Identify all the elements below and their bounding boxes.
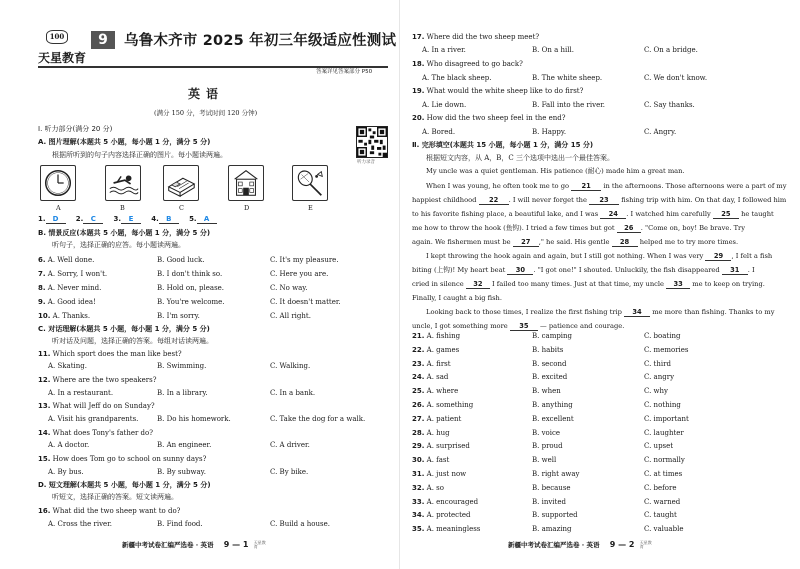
option-b[interactable]: B. The white sheep.	[532, 74, 603, 82]
option-b[interactable]: B. invited	[532, 497, 566, 506]
swimmer-icon	[106, 166, 140, 200]
passage-line	[412, 281, 765, 289]
option-a[interactable]: A. just now	[426, 470, 467, 478]
footer-right	[508, 541, 654, 549]
paper-number: 9	[91, 31, 115, 49]
option-a[interactable]: A. fast	[426, 456, 450, 465]
option-row	[412, 388, 458, 395]
answer-blank[interactable]: D	[46, 216, 66, 224]
question-number: 14.	[38, 429, 51, 437]
option-c[interactable]: C. Say thanks.	[644, 101, 695, 109]
question-number: 32.	[412, 483, 425, 492]
option-a[interactable]: A. surprised	[426, 442, 470, 451]
section-listening-title: Ⅰ. 听力部分(满分 20 分)	[38, 125, 113, 133]
passage-line	[426, 253, 772, 261]
footer-page-number: 9 — 2	[609, 540, 635, 549]
qr-pattern-icon	[357, 127, 387, 157]
qr-label: 听力录音	[357, 160, 375, 165]
passage-line	[412, 267, 755, 275]
option-b[interactable]: B. I don't think so.	[157, 270, 223, 278]
picture-c-bed	[163, 165, 199, 201]
header-rule	[38, 66, 388, 68]
passage-line: My uncle was a quiet gentleman. His patience (耐心) made him a great man.	[426, 167, 685, 175]
option-a[interactable]: A. sad	[426, 373, 449, 382]
blank-28[interactable]: 28	[612, 239, 638, 247]
option-b[interactable]: B. supported	[532, 511, 578, 520]
passage-text: . I watched him carefully	[626, 210, 711, 218]
footer-logo: 天星教育	[639, 540, 652, 549]
qr-code[interactable]	[356, 126, 388, 158]
option-c[interactable]: C. Here you are.	[270, 270, 329, 278]
passage-line	[412, 239, 738, 247]
option-b[interactable]: B. when	[532, 387, 561, 396]
question-text: What would the white sheep like to do first?	[426, 87, 584, 95]
question-13-stem	[38, 403, 155, 410]
option-c[interactable]: C. at times	[644, 470, 683, 478]
blank-24[interactable]: 24	[600, 211, 626, 219]
question-19-stem	[412, 88, 583, 95]
part-d-title: D. 短文理解(本题共 5 小题，每小题 1 分，满分 5 分)	[38, 481, 211, 489]
option-b[interactable]: B. voice	[532, 428, 561, 437]
clock-icon	[41, 166, 75, 200]
option-a[interactable]: A. In a river.	[422, 46, 466, 54]
option-row	[412, 485, 444, 492]
option-a[interactable]: A. Well done.	[47, 256, 95, 264]
picture-b-label: B	[120, 204, 125, 212]
answer-number: 3.	[113, 215, 122, 223]
blank-27[interactable]: 27	[513, 239, 539, 247]
answer-number: 5.	[189, 215, 197, 223]
part-a-title: A. 图片理解(本题共 5 小题，每小题 1 分，满分 5 分)	[38, 138, 211, 146]
option-b[interactable]: B. second	[532, 359, 567, 368]
question-text: What does Tony's father do?	[52, 429, 154, 437]
question-number: 31.	[412, 470, 425, 478]
brand-name: 天星教育	[38, 51, 87, 65]
question-18-stem	[412, 61, 523, 68]
option-a[interactable]: A. Lie down.	[422, 101, 467, 109]
option-b[interactable]: B. Hold on, please.	[157, 284, 225, 292]
footer-page-number: 9 — 1	[223, 540, 249, 549]
question-text: Which sport does the man like best?	[52, 350, 182, 358]
option-b[interactable]: B. Fall into the river.	[532, 101, 606, 109]
passage-line	[426, 183, 787, 191]
question-number: 22.	[412, 345, 425, 354]
part-c-instruction: 听对话及问题，选择正确的答案。每组对话读两遍。	[52, 337, 213, 345]
question-12-stem	[38, 377, 157, 384]
option-c[interactable]: C. memories	[644, 345, 689, 354]
footer-title: 新疆中考试卷汇编严选卷 · 英语	[508, 541, 600, 549]
option-a[interactable]: A. first	[426, 359, 451, 368]
option-c[interactable]: C. On a bridge.	[644, 46, 698, 54]
option-row	[412, 512, 471, 519]
option-b[interactable]: B. because	[532, 483, 571, 492]
option-b[interactable]: B. Good luck.	[157, 256, 205, 264]
question-text: How does Tom go to school on sunny days?	[52, 455, 207, 463]
question-text: What will Jeff do on Sunday?	[52, 402, 155, 410]
question-number: 28.	[412, 428, 425, 437]
question-number: 26.	[412, 401, 425, 409]
part-d-instruction: 听短文，选择正确的答案。短文读两遍。	[52, 493, 178, 501]
question-number: 13.	[38, 402, 51, 410]
option-a[interactable]: A. patient	[426, 414, 462, 423]
question-10	[38, 313, 90, 320]
option-b[interactable]: B. excellent	[532, 414, 574, 423]
answer-reference: 答案详见答案部分 P50	[316, 69, 373, 75]
option-c[interactable]: C. laughter	[644, 428, 684, 437]
answer-blank[interactable]: E	[121, 216, 141, 224]
question-9	[38, 299, 96, 306]
brand-badge: 100	[46, 30, 68, 44]
passage-text: biting (上钩)! My heart beat	[412, 266, 506, 274]
badminton-icon	[293, 166, 327, 200]
blank-33[interactable]: 33	[666, 281, 690, 289]
option-a[interactable]: A. In a restaurant.	[48, 389, 114, 397]
section-cloze-instruction: 根据短文内容，从 A，B，C 三个选项中选出一个最佳答案。	[426, 154, 615, 162]
passage-text: to his favorite fishing place, a beautiful lake, and I was	[412, 210, 599, 218]
picture-a-label: A	[56, 204, 61, 212]
option-b[interactable]: B. Find food.	[157, 520, 203, 528]
option-b[interactable]: B. By subway.	[157, 468, 206, 476]
option-a[interactable]: A. fishing	[426, 332, 461, 340]
question-14-stem	[38, 430, 153, 437]
option-b[interactable]: B. You're welcome.	[157, 298, 225, 306]
option-c[interactable]: C. before	[644, 483, 677, 492]
blank-31[interactable]: 31	[722, 267, 748, 275]
part-a-instruction: 根据所听到的句子内容选择正确的图片。每小题读两遍。	[52, 151, 227, 159]
option-c[interactable]: C. angry	[644, 373, 675, 382]
option-a[interactable]: A. Skating.	[48, 362, 87, 370]
option-b[interactable]: B. An engineer.	[157, 441, 212, 449]
passage-line: Finally, I caught a big fish.	[412, 294, 502, 302]
option-c[interactable]: C. Walking.	[270, 362, 311, 370]
question-number: 12.	[38, 376, 51, 384]
question-number: 35.	[412, 525, 425, 534]
subject-title: 英语	[188, 87, 225, 101]
option-a[interactable]: A. so	[426, 483, 444, 492]
passage-text: me how to throw the hook (鱼钩). I tried a few times but got	[412, 224, 615, 232]
answer-blank[interactable]: C	[83, 216, 103, 224]
option-c[interactable]: C. We don't know.	[644, 74, 708, 82]
option-row	[412, 499, 478, 506]
question-number: 20.	[412, 114, 425, 122]
option-a[interactable]: A. Good idea!	[47, 298, 96, 306]
answer-number: 4.	[151, 215, 159, 223]
option-b[interactable]: B. Do his homework.	[157, 415, 231, 423]
exam-info: (满分 150 分，考试时间 120 分钟)	[154, 109, 258, 117]
answers-row	[38, 216, 217, 224]
question-number: 6.	[38, 256, 46, 264]
option-a[interactable]: A. Thanks.	[52, 312, 91, 320]
option-b[interactable]: B. proud	[532, 442, 563, 451]
option-a[interactable]: A. A doctor.	[48, 441, 90, 449]
option-c[interactable]: C. No way.	[270, 284, 308, 292]
option-b[interactable]: B. excited	[532, 373, 568, 382]
passage-text: Looking back to those times, I realize the first fishing trip	[426, 308, 622, 316]
passage-text: When I was young, he often took me to go	[426, 182, 570, 190]
blank-35[interactable]: 35	[510, 323, 538, 331]
passage-text: in the afternoons. Those afternoons were a part of my	[603, 182, 787, 190]
option-c[interactable]: C. valuable	[644, 525, 684, 534]
question-number: 9.	[38, 298, 46, 306]
question-number: 25.	[412, 387, 425, 396]
picture-e-label: E	[308, 204, 313, 212]
option-c[interactable]: C. In a bank.	[270, 389, 316, 397]
blank-23[interactable]: 23	[589, 197, 619, 205]
option-c[interactable]: C. By bike.	[270, 468, 309, 476]
option-b[interactable]: B. camping	[532, 332, 573, 340]
blank-29[interactable]: 29	[705, 253, 731, 261]
option-c[interactable]: C. nothing	[644, 401, 681, 409]
option-b[interactable]: B. I'm sorry.	[157, 312, 200, 320]
question-number: 19.	[412, 87, 425, 95]
option-row	[412, 416, 461, 423]
option-b[interactable]: B. amazing	[532, 525, 572, 534]
option-c[interactable]: C. third	[644, 359, 671, 368]
option-c[interactable]: C. Build a house.	[270, 520, 330, 528]
option-a[interactable]: A. something	[426, 401, 474, 409]
blank-32[interactable]: 32	[466, 281, 490, 289]
blank-26[interactable]: 26	[617, 225, 641, 233]
page-title: 乌鲁木齐市 2025 年初三年级适应性测试	[124, 33, 397, 49]
footer-logo: 天星教育	[253, 540, 266, 549]
option-c[interactable]: C. It's my pleasure.	[270, 256, 339, 264]
option-c[interactable]: C. normally	[644, 456, 685, 465]
question-number: 24.	[412, 373, 425, 382]
passage-text: . "Come on, boy! Be brave. Try	[640, 224, 746, 232]
part-c-title: C. 对话理解(本题共 5 小题，每小题 1 分，满分 5 分)	[38, 325, 210, 333]
option-c[interactable]: C. warned	[644, 497, 681, 506]
part-b-title: B. 情景反应(本题共 5 小题，每小题 1 分，满分 5 分)	[38, 229, 211, 237]
question-6	[38, 257, 94, 264]
option-a[interactable]: A. By bus.	[48, 468, 84, 476]
passage-text: uncle, I got something more	[412, 322, 508, 330]
passage-text: — patience and courage.	[540, 322, 625, 330]
passage-text: I kept throwing the hook again and again, but I still got nothing. When I was very	[426, 252, 704, 260]
passage-text: . "I got one!" I shouted. Unluckily, the fish disappeared	[533, 266, 720, 274]
option-c[interactable]: C. Angry.	[644, 128, 677, 136]
section-cloze-title: Ⅱ. 完形填空(本题共 15 小题，每小题 1 分，满分 15 分)	[412, 141, 594, 149]
footer-title: 新疆中考试卷汇编严选卷 · 英语	[122, 541, 214, 549]
option-row	[412, 457, 449, 464]
picture-d-label: D	[244, 204, 250, 212]
question-number: 34.	[412, 511, 425, 520]
option-b[interactable]: B. On a hill.	[532, 46, 574, 54]
option-b[interactable]: B. well	[532, 456, 557, 465]
question-number: 21.	[412, 332, 425, 340]
option-row	[412, 374, 448, 381]
passage-text: cried in silence	[412, 280, 464, 288]
option-row	[412, 402, 473, 409]
option-row	[412, 443, 470, 450]
option-c[interactable]: C. All right.	[270, 312, 311, 320]
passage-line	[412, 211, 774, 219]
question-number: 11.	[38, 350, 51, 358]
question-number: 17.	[412, 33, 425, 41]
option-b[interactable]: B. habits	[532, 345, 564, 354]
passage-text: . I	[747, 266, 755, 274]
option-a[interactable]: A. The black sheep.	[422, 74, 492, 82]
passage-text: he taught	[741, 210, 774, 218]
picture-c-label: C	[179, 204, 184, 212]
question-number: 30.	[412, 456, 425, 465]
question-number: 16.	[38, 507, 51, 515]
option-row	[412, 333, 460, 340]
question-number: 8.	[38, 284, 46, 292]
option-c[interactable]: C. upset	[644, 442, 674, 451]
option-row	[412, 430, 450, 437]
question-text: Where did the two sheep meet?	[426, 33, 540, 41]
answer-number: 2.	[75, 215, 84, 223]
blank-22[interactable]: 22	[479, 197, 509, 205]
question-8	[38, 285, 101, 292]
option-a[interactable]: A. Never mind.	[47, 284, 102, 292]
option-a[interactable]: A. Bored.	[422, 128, 456, 136]
answer-blank[interactable]: B	[159, 216, 179, 224]
option-b[interactable]: B. In a library.	[157, 389, 208, 397]
option-a[interactable]: A. Visit his grandparents.	[48, 415, 139, 423]
passage-line	[412, 197, 786, 205]
question-number: 10.	[38, 312, 51, 320]
right-page	[400, 0, 800, 569]
passage-text: me more than fishing. Thanks to my	[652, 308, 775, 316]
question-number: 33.	[412, 497, 425, 506]
blank-21[interactable]: 21	[571, 183, 601, 191]
option-c[interactable]: C. why	[644, 387, 669, 396]
passage-text: . I will never forget the	[508, 196, 587, 204]
option-b[interactable]: B. anything	[532, 401, 573, 409]
footer-left	[122, 541, 268, 549]
question-number: 7.	[38, 270, 46, 278]
question-text: How did the two sheep feel in the end?	[426, 114, 566, 122]
passage-text: helped me to try more times.	[639, 238, 739, 246]
question-20-stem	[412, 115, 566, 122]
question-number: 27.	[412, 414, 425, 423]
passage-text: fishing trip with him. On that day, I followed him	[621, 196, 787, 204]
option-c[interactable]: C. It doesn't matter.	[270, 298, 341, 306]
blank-30[interactable]: 30	[507, 267, 533, 275]
option-c[interactable]: C. important	[644, 414, 689, 423]
part-b-instruction: 听句子，选择正确的应答。每小题读两遍。	[52, 241, 185, 249]
question-number: 18.	[412, 60, 425, 68]
option-a[interactable]: A. Sorry, I won't.	[47, 270, 108, 278]
option-a[interactable]: A. protected	[426, 511, 471, 520]
question-16-stem	[38, 508, 180, 515]
question-number: 15.	[38, 455, 51, 463]
passage-text: me to keep on trying.	[692, 280, 765, 288]
question-7	[38, 271, 107, 278]
passage-text: , I felt a fish	[731, 252, 773, 260]
picture-a-clock	[40, 165, 76, 201]
answer-number: 1.	[38, 215, 46, 223]
option-a[interactable]: A. Cross the river.	[48, 520, 113, 528]
option-row	[412, 361, 451, 368]
blank-25[interactable]: 25	[713, 211, 739, 219]
blank-34[interactable]: 34	[624, 309, 650, 317]
picture-b-swimmer	[105, 165, 141, 201]
question-text: Where are the two speakers?	[52, 376, 157, 384]
passage-text: happiest childhood	[412, 196, 477, 204]
option-c[interactable]: C. boating	[644, 332, 681, 340]
bed-icon	[164, 166, 198, 200]
picture-d-school	[228, 165, 264, 201]
question-text: Who disagreed to go back?	[426, 60, 523, 68]
passage-text: again. We fishermen must be	[412, 238, 511, 246]
question-number: 29.	[412, 442, 425, 451]
option-a[interactable]: A. hug	[426, 428, 450, 437]
passage-line	[412, 323, 624, 331]
option-row	[412, 471, 466, 478]
passage-text: ," he said. His gentle	[538, 238, 610, 246]
question-11-stem	[38, 351, 182, 358]
passage-line	[412, 225, 745, 233]
option-row	[412, 347, 459, 354]
option-a[interactable]: A. where	[426, 387, 459, 396]
school-building-icon	[229, 166, 263, 200]
option-row	[412, 526, 480, 533]
option-c[interactable]: C. Take the dog for a walk.	[270, 415, 366, 423]
option-a[interactable]: A. games	[426, 345, 460, 354]
option-b[interactable]: B. Swimming.	[157, 362, 207, 370]
passage-line	[426, 309, 774, 317]
option-a[interactable]: A. meaningless	[426, 525, 481, 534]
question-17-stem	[412, 34, 539, 41]
option-c[interactable]: C. A driver.	[270, 441, 310, 449]
option-a[interactable]: A. encouraged	[426, 497, 479, 506]
answer-blank[interactable]: A	[197, 216, 217, 224]
passage-text: I failed too many times. Just at that time, my uncle	[491, 280, 664, 288]
question-number: 23.	[412, 359, 425, 368]
option-b[interactable]: B. right away	[532, 470, 580, 478]
picture-e-badminton	[292, 165, 328, 201]
option-c[interactable]: C. taught	[644, 511, 677, 520]
question-text: What did the two sheep want to do?	[52, 507, 181, 515]
option-b[interactable]: B. Happy.	[532, 128, 567, 136]
question-15-stem	[38, 456, 206, 463]
